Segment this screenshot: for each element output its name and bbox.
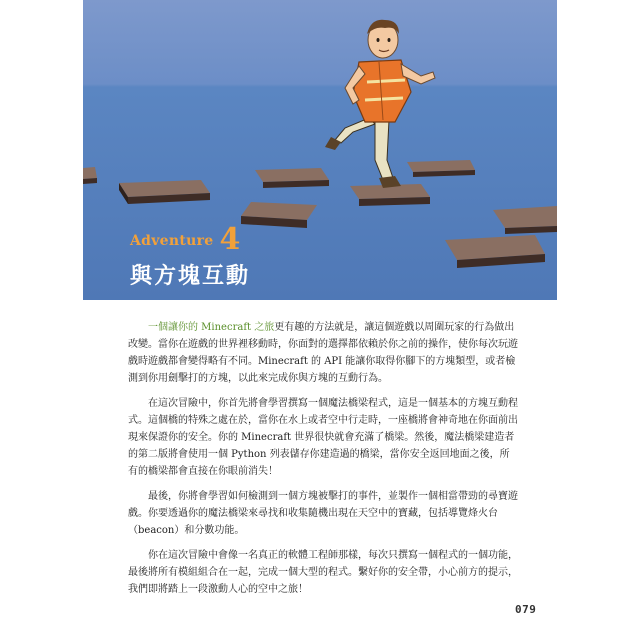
paragraph-1-text: 更有趣的方法就是，讓這個遊戲以周圍玩家的行為做出改變。當你在遊戲的世界裡移動時，你面對的選擇都依賴於你之前的操作，使你每次玩遊戲時遊戲都會變得略有不同。Minecraft 的 API 能讓你取得你腳下的方塊類型，或者檢測到你用劍擊打的方塊，以此來完成你與方塊的互動行為。	[128, 322, 518, 384]
adventure-word: Adventure	[130, 233, 214, 249]
stepping-block-7	[445, 235, 545, 268]
paragraph-1-highlight: 一個讓你的 Minecraft 之旅	[148, 322, 275, 333]
chapter-heading	[130, 222, 250, 290]
chapter-illustration	[83, 0, 557, 300]
page-number: 079	[515, 603, 537, 616]
stepping-block-6	[493, 206, 557, 234]
adventure-label	[130, 222, 250, 257]
paragraph-4: 你在這次冒險中會像一名真正的軟體工程師那樣，每次只撰寫一個程式的一個功能，最後將所有模組組合在一起，完成一個大型的程式。繫好你的安全帶，小心前方的提示，我們即將踏上一段激動人心的空中之旅！	[128, 550, 518, 595]
paragraph-3: 最後，你將會學習如何檢測到一個方塊被擊打的事件，並製作一個相當帶勁的尋寶遊戲。你要透過你的魔法橋梁來尋找和收集隨機出現在天空中的寶藏，包括導覽烽火台（beacon）和分數功能。	[128, 491, 518, 536]
paragraph-2: 在這次冒險中，你首先將會學習撰寫一個魔法橋梁程式，這是一個基本的方塊互動程式。這個橋的特殊之處在於，當你在水上或者空中行走時，一座橋將會神奇地在你面前出現來保證你的安全。你的 Minecraft 世界很快就會充滿了橋梁。然後，魔法橋梁建造者的第二版將會使用一個 Python 列表儲存你建造過的橋梁，當你安全返回地面之後，所有的橋梁都會直接在你眼前消失！	[128, 398, 518, 477]
stepping-block-4	[407, 160, 475, 177]
stepping-block-2	[255, 168, 329, 188]
stepping-block-8	[83, 167, 97, 184]
stepping-block-1	[119, 180, 210, 204]
paragraph-1	[128, 319, 518, 387]
adventure-number: 4	[219, 222, 241, 257]
chapter-title: 與方塊互動	[130, 264, 251, 289]
chapter-intro-text	[128, 319, 518, 606]
stepping-block-5	[241, 202, 317, 228]
stepping-block-3	[350, 184, 430, 206]
